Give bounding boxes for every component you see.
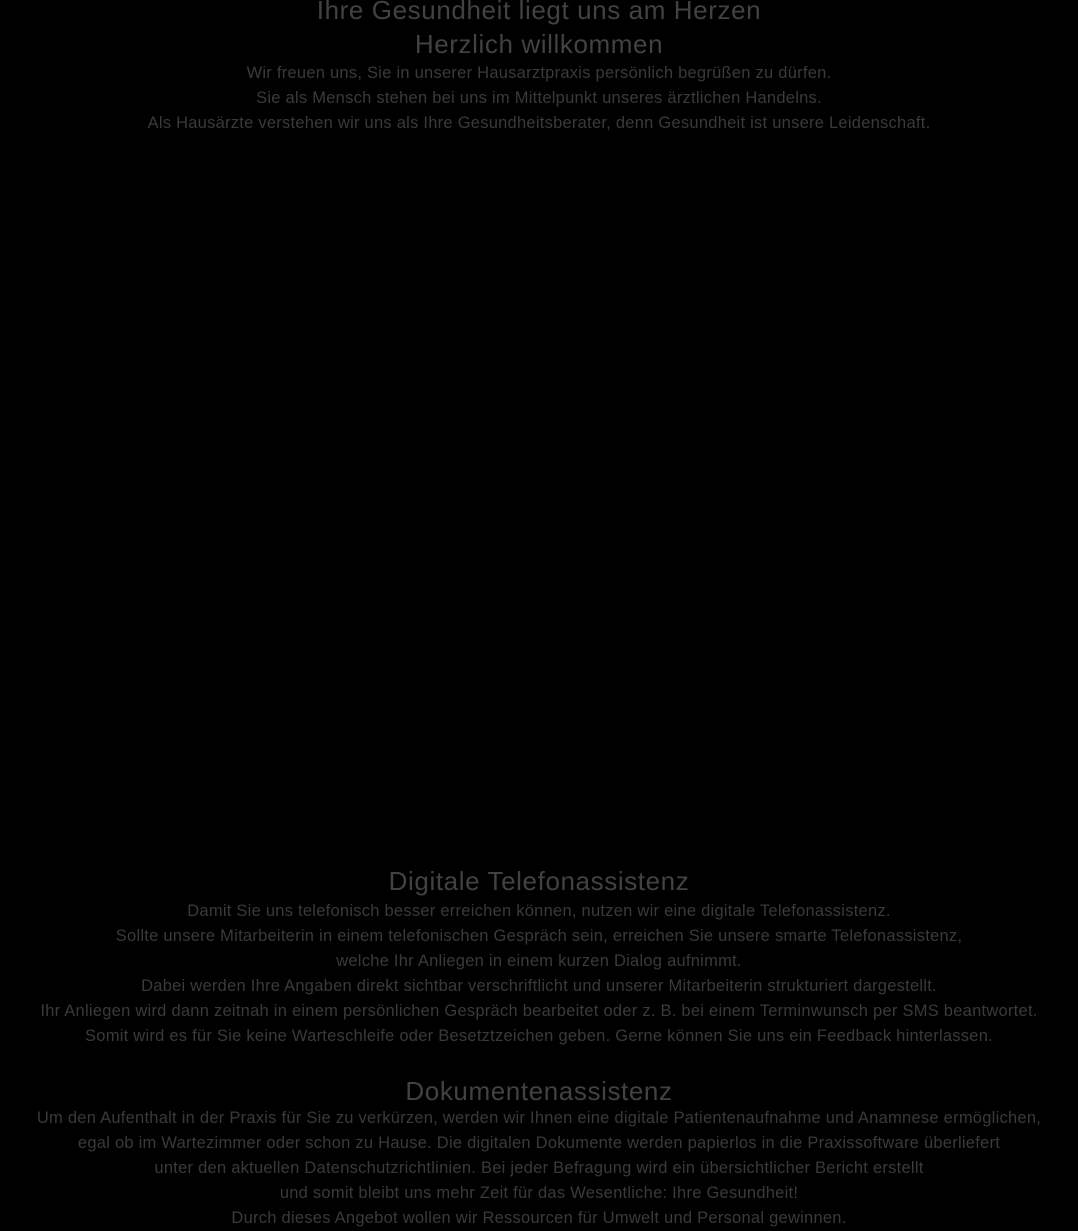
- paragraph-line: welche Ihr Anliegen in einem kurzen Dialog aufnimmt.: [336, 952, 742, 970]
- paragraph-line: und somit bleibt uns mehr Zeit für das Wesentliche: Ihre Gesundheit!: [279, 1184, 799, 1202]
- page-subtitle: Herzlich willkommen: [414, 29, 664, 59]
- page-title: Ihre Gesundheit liegt uns am Herzen: [316, 0, 762, 25]
- dokumentenassistenz-paragraph: [0, 1106, 1078, 1231]
- intro-line: Wir freuen uns, Sie in unserer Hausarztpraxis persönlich begrüßen zu dürfen.: [246, 64, 832, 82]
- paragraph-line: unter den aktuellen Datenschutzrichtlinien. Bei jeder Befragung wird ein übersichtlicher Bericht erstellt: [154, 1159, 924, 1177]
- paragraph-line: Ihr Anliegen wird dann zeitnah in einem persönlichen Gespräch bearbeitet oder z. B. bei einem Terminwunsch per SMS beantwortet.: [40, 1002, 1038, 1020]
- paragraph-line: Sollte unsere Mitarbeiterin in einem telefonischen Gespräch sein, erreichen Sie unsere smarte Telefonassistenz,: [115, 927, 963, 945]
- paragraph-line: Um den Aufenthalt in der Praxis für Sie zu verkürzen, werden wir Ihnen eine digitale Patientenaufnahme und Anamnese ermöglichen,: [36, 1109, 1042, 1127]
- paragraph-line: Dabei werden Ihre Angaben direkt sichtbar verschriftlicht und unserer Mitarbeiterin strukturiert dargestellt.: [141, 977, 937, 995]
- telefonassistenz-paragraph: [0, 899, 1078, 1049]
- hero-media-placeholder: [0, 148, 1078, 860]
- paragraph-line: egal ob im Wartezimmer oder schon zu Hause. Die digitalen Dokumente werden papierlos in die Praxissoftware überliefert: [77, 1134, 1001, 1152]
- intro-line: Sie als Mensch stehen bei uns im Mittelpunkt unseres ärztlichen Handelns.: [256, 89, 822, 107]
- section-heading-telefonassistenz: Digitale Telefonassistenz: [388, 866, 690, 896]
- paragraph-line: Somit wird es für Sie keine Warteschleife oder Besetztzeichen geben. Gerne können Sie uns ein Feedback hinterlassen.: [85, 1027, 993, 1045]
- intro-line: Als Hausärzte verstehen wir uns als Ihre Gesundheitsberater, denn Gesundheit ist unsere Leidenschaft.: [147, 114, 931, 132]
- paragraph-line: Damit Sie uns telefonisch besser erreichen können, nutzen wir eine digitale Telefonassistenz.: [187, 902, 891, 920]
- section-heading-dokumentenassistenz: Dokumentenassistenz: [405, 1076, 673, 1106]
- paragraph-line: Durch dieses Angebot wollen wir Ressourcen für Umwelt und Personal gewinnen.: [231, 1209, 847, 1227]
- hero-intro-paragraph: [0, 61, 1078, 136]
